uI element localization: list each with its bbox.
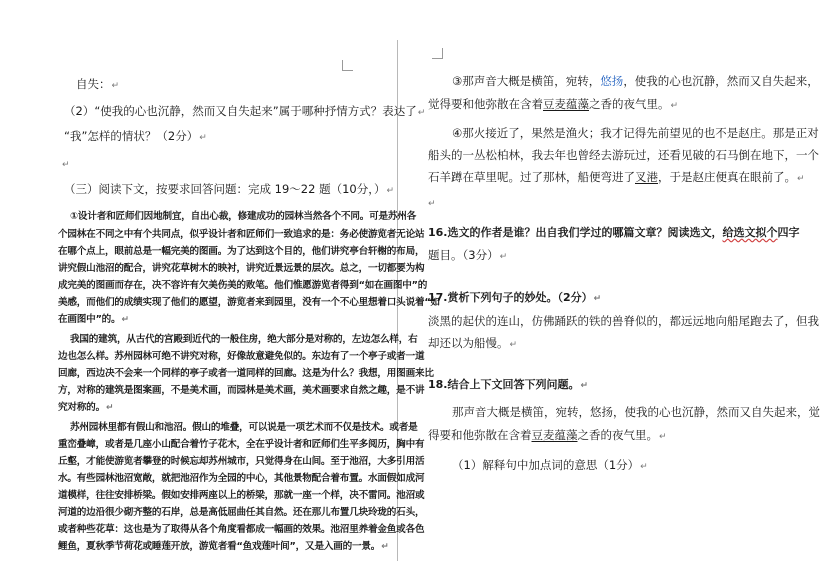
- text-line: 石羊蹲在草里呢。过了那林，船便弯进了叉港，于是赵庄便真在眼前了。↵: [428, 170, 805, 184]
- passage-line: 苏州园林里都有假山和池沼。假山的堆叠，可以说是一项艺术而不仅是技术。或者是: [70, 422, 418, 433]
- right-page: [400, 0, 820, 561]
- text-line: 得要和他弥散在含着豆麦蕴藻之香的夜气里。↵: [428, 428, 667, 442]
- passage-line: 或者种些花草：这也是为了取得从各个角度看都成一幅画的效果。池沼里养着金鱼或各色: [58, 524, 425, 535]
- text-line: ③那声音大概是横笛，宛转，悠扬，使我的心也沉静，然而又自失起来，: [452, 74, 819, 88]
- passage-line: 道模样，往往安排桥梁。假如安排两座以上的桥梁，那就一座一个样，决不雷同。池沼或: [58, 490, 425, 501]
- text-line: 却还以为船慢。↵: [428, 336, 518, 350]
- passage-line: 回廊，西边决不会来一个同样的亭子或者一道同样的回廊。这是为什么？我想，用图画来比: [58, 368, 434, 379]
- passage-line: 方，对称的建筑是图案画，不是美术画，而园林是美术画，美术画要求自然之趣，是不讲: [58, 385, 425, 396]
- passage-line: 究对称的。↵: [58, 402, 114, 413]
- text-line: 觉得要和他弥散在含着豆麦蕴藻之香的夜气里。↵: [428, 97, 679, 111]
- passage-line: 重峦叠嶂，或者是几座小山配合着竹子花木，全在乎设计者和匠师们生平多阅历，胸中有: [58, 439, 425, 450]
- question-16-cont: 题目。（3分）↵: [428, 248, 508, 262]
- passage-line: 个园林在不同之中有个共同点，似乎设计者和匠师们一致追求的是：务必使游览者无论站: [58, 229, 425, 240]
- passage-line: 水。有些园林池沼宽敞，就把池沼作为全园的中心，其他景物配合着布置。水面假如成河: [58, 473, 425, 484]
- paragraph-mark: ↵: [428, 199, 436, 209]
- question-line: （2）“使我的心也沉静，然而又自失起来”属于哪种抒情方式？表达了↵: [64, 104, 426, 118]
- passage-line: 成完美的图画而存在，决不容许有欠美伤美的败笔。他们惟愿游览者得到“如在画图中”的: [58, 280, 428, 291]
- passage-line: 鲤鱼，夏秋季节荷花或睡莲开放，游览者看“鱼戏莲叶间”，又是入画的一景。↵: [58, 541, 389, 552]
- passage-line: 边也怎么样。苏州园林可绝不讲究对称，好像故意避免似的。东边有了一个亭子或者一道: [58, 351, 425, 362]
- paragraph-mark: ↵: [62, 160, 70, 170]
- text-line: ④那火接近了，果然是渔火；我才记得先前望见的也不是赵庄。那是正对: [452, 126, 819, 140]
- passage-line: 我国的建筑，从古代的宫殿到近代的一般住房，绝大部分是对称的，左边怎么样，右: [70, 334, 418, 345]
- passage-line: 讲究假山池沼的配合，讲究花草树木的映衬，讲究近景远景的层次。总之，一切都要为构: [58, 263, 425, 274]
- text-line: 自失：↵: [76, 77, 120, 91]
- passage-line: 美感，而他们的成绩实现了他们的愿望，游览者来到园里，没有一个不心里想着口头说着“如: [58, 297, 440, 308]
- passage-line: ①设计者和匠师们因地制宜，自出心裁，修建成功的园林当然各个不同。可是苏州各: [70, 211, 417, 222]
- passage-line: 在哪个点上，眼前总是一幅完美的图画。为了达到这个目的，他们讲究亭台轩榭的布局，: [58, 246, 425, 257]
- question-16: 16.选文的作者是谁？出自我们学过的哪篇文章？阅读选文，给选文拟个四字: [428, 226, 800, 239]
- text-line: 淡黑的起伏的连山，仿佛踊跃的铁的兽脊似的，都远远地向船尾跑去了，但我: [428, 314, 819, 328]
- sub-question: （1）解释句中加点词的意思（1分）↵: [452, 458, 648, 472]
- passage-line: 在画图中”的。↵: [58, 314, 129, 325]
- text-line: 船头的一丛松柏林，我去年也曾经去游玩过，还看见破的石马倒在地下，一个: [428, 148, 819, 162]
- highlighted-word: 悠扬: [600, 74, 624, 88]
- margin-corner-mark: [432, 48, 443, 59]
- question-17: 17.赏析下列句子的妙处。（2分）↵: [428, 291, 602, 304]
- question-line: “我”怎样的情状？（2分）↵: [64, 129, 207, 143]
- margin-corner-mark: [342, 60, 353, 71]
- section-header: （三）阅读下文，按要求回答问题：完成 19～22 题（10分，）↵: [64, 182, 395, 196]
- question-18: 18.结合上下文回答下列问题。↵: [428, 378, 589, 391]
- passage-line: 丘壑，才能使游览者攀登的时候忘却苏州城市，只觉得身在山间。至于池沼，大多引用活: [58, 456, 425, 467]
- passage-line: 河道的边沿很少砌齐整的石岸，总是高低屈曲任其自然。还在那儿布置几块玲珑的石头，: [58, 507, 425, 518]
- text-line: 那声音大概是横笛，宛转，悠扬，使我的心也沉静，然而又自失起来，觉: [452, 405, 820, 419]
